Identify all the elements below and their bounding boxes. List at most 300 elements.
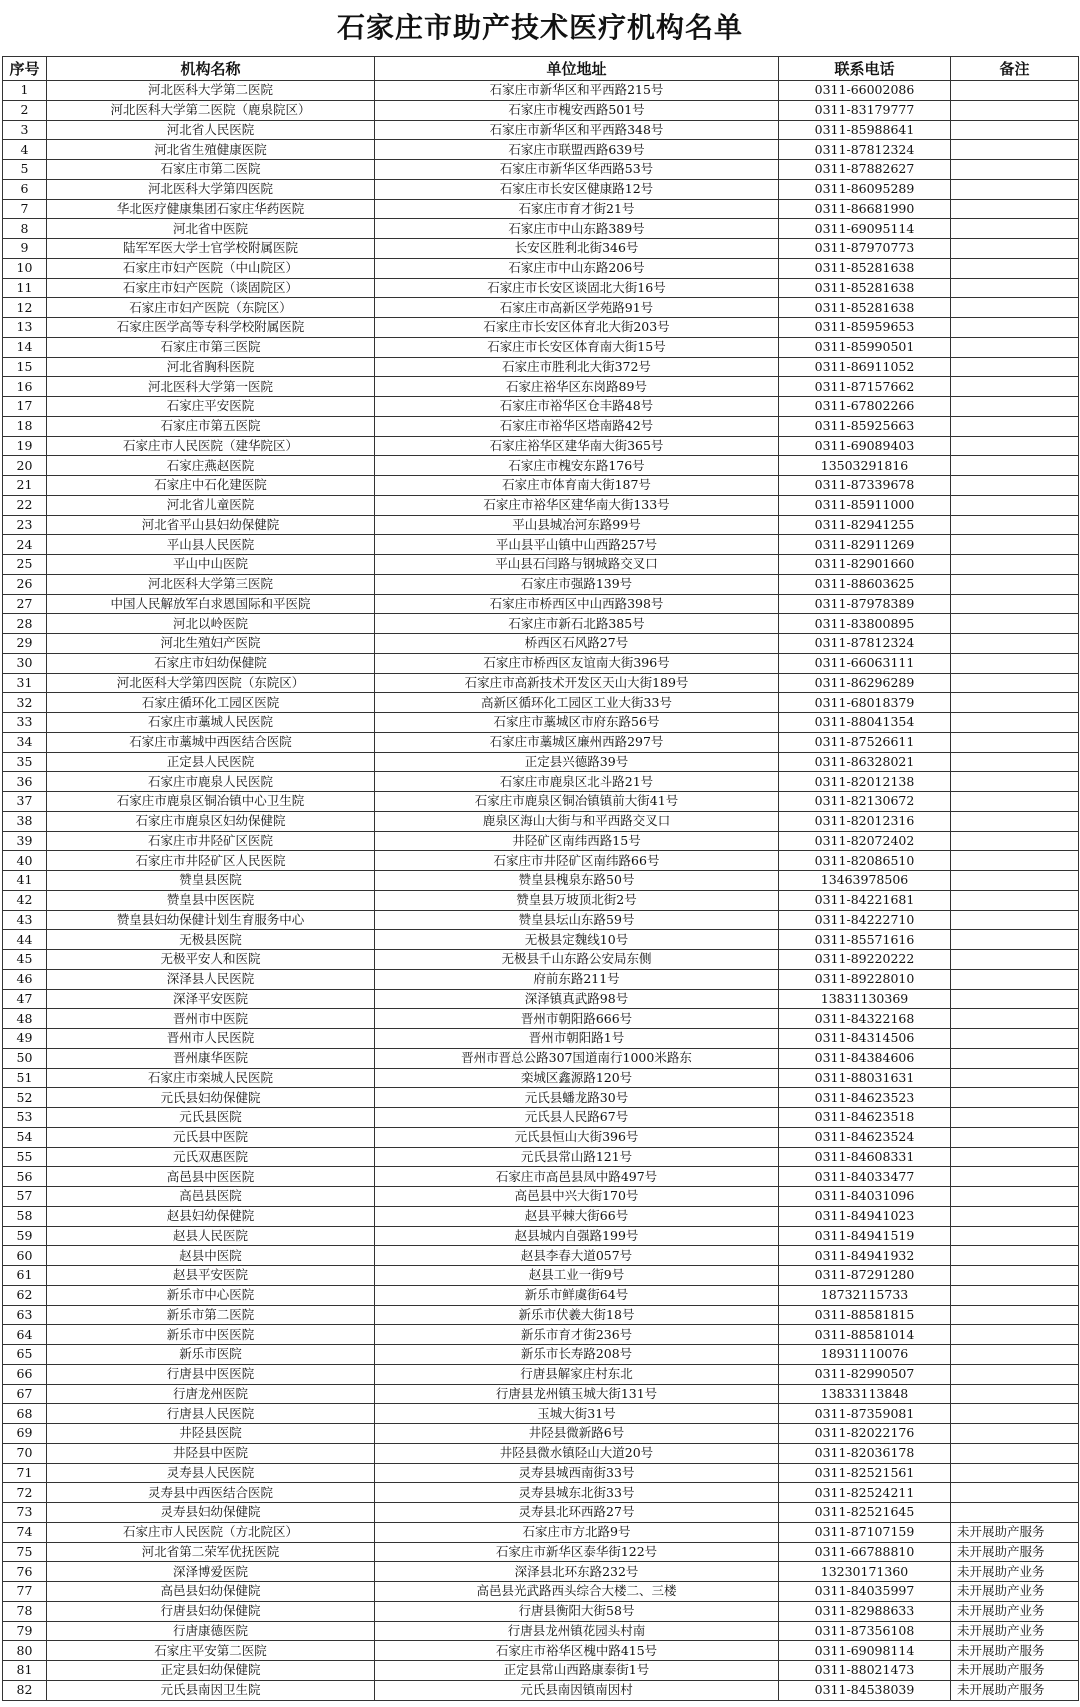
- institution-name-cell: 元氏县中医院: [47, 1127, 375, 1147]
- table-row: [3, 160, 1079, 180]
- row-number-cell: 7: [3, 199, 47, 219]
- phone-cell: 0311-86296289: [779, 673, 951, 693]
- row-number-cell: 64: [3, 1325, 47, 1345]
- phone-cell: 18732115733: [779, 1285, 951, 1305]
- address-cell: 石家庄市井陉矿区南纬路66号: [375, 851, 779, 871]
- remarks-cell: [951, 1503, 1079, 1523]
- row-number-cell: 62: [3, 1285, 47, 1305]
- table-row: [3, 1542, 1079, 1562]
- table-row: [3, 1621, 1079, 1641]
- row-number-cell: 29: [3, 634, 47, 654]
- address-cell: 石家庄市联盟西路639号: [375, 140, 779, 160]
- institution-name-cell: 石家庄市第五医院: [47, 416, 375, 436]
- institution-name-cell: 河北省生殖健康医院: [47, 140, 375, 160]
- remarks-cell: [951, 969, 1079, 989]
- phone-cell: 0311-87812324: [779, 634, 951, 654]
- address-cell: 灵寿县城东北街33号: [375, 1483, 779, 1503]
- remarks-cell: [951, 792, 1079, 812]
- row-number-cell: 17: [3, 397, 47, 417]
- row-number-cell: 82: [3, 1680, 47, 1700]
- address-cell: 无极县千山东路公安局东侧: [375, 950, 779, 970]
- remarks-cell: [951, 1127, 1079, 1147]
- address-cell: 新乐市育才街236号: [375, 1325, 779, 1345]
- phone-cell: 0311-87107159: [779, 1522, 951, 1542]
- table-row: [3, 1068, 1079, 1088]
- institution-name-cell: 河北医科大学第二医院: [47, 81, 375, 101]
- table-row: [3, 772, 1079, 792]
- row-number-cell: 15: [3, 357, 47, 377]
- row-number-cell: 8: [3, 219, 47, 239]
- row-number-cell: 26: [3, 574, 47, 594]
- phone-cell: 0311-87812324: [779, 140, 951, 160]
- institution-name-cell: 石家庄循环化工园区医院: [47, 693, 375, 713]
- row-number-cell: 47: [3, 989, 47, 1009]
- row-number-cell: 37: [3, 792, 47, 812]
- table-row: [3, 1305, 1079, 1325]
- table-row: [3, 140, 1079, 160]
- remarks-cell: [951, 377, 1079, 397]
- institution-name-cell: 灵寿县妇幼保健院: [47, 1503, 375, 1523]
- row-number-cell: 28: [3, 614, 47, 634]
- table-row: [3, 871, 1079, 891]
- table-row: [3, 673, 1079, 693]
- address-cell: 石家庄市裕华区仓丰路48号: [375, 397, 779, 417]
- table-row: [3, 1009, 1079, 1029]
- remarks-cell: [951, 950, 1079, 970]
- address-cell: 平山县城冶河东路99号: [375, 515, 779, 535]
- phone-cell: 0311-84623518: [779, 1108, 951, 1128]
- column-header-remarks: 备注: [951, 57, 1079, 81]
- institution-name-cell: 河北以岭医院: [47, 614, 375, 634]
- remarks-cell: [951, 436, 1079, 456]
- remarks-cell: [951, 1187, 1079, 1207]
- address-cell: 石家庄市新华区和平西路348号: [375, 120, 779, 140]
- phone-cell: 0311-83800895: [779, 614, 951, 634]
- institution-name-cell: 赵县平安医院: [47, 1266, 375, 1286]
- row-number-cell: 49: [3, 1029, 47, 1049]
- phone-cell: 0311-82990507: [779, 1364, 951, 1384]
- institution-name-cell: 正定县妇幼保健院: [47, 1661, 375, 1681]
- phone-cell: 0311-87359081: [779, 1404, 951, 1424]
- row-number-cell: 70: [3, 1443, 47, 1463]
- phone-cell: 0311-69089403: [779, 436, 951, 456]
- row-number-cell: 32: [3, 693, 47, 713]
- phone-cell: 0311-66063111: [779, 653, 951, 673]
- phone-cell: 13463978506: [779, 871, 951, 891]
- row-number-cell: 16: [3, 377, 47, 397]
- table-row: [3, 495, 1079, 515]
- table-row: [3, 416, 1079, 436]
- row-number-cell: 56: [3, 1167, 47, 1187]
- address-cell: 石家庄市体育南大街187号: [375, 476, 779, 496]
- institution-name-cell: 石家庄市人民医院（方北院区）: [47, 1522, 375, 1542]
- institution-name-cell: 灵寿县中西医结合医院: [47, 1483, 375, 1503]
- row-number-cell: 6: [3, 179, 47, 199]
- institution-name-cell: 正定县人民医院: [47, 752, 375, 772]
- remarks-cell: [951, 871, 1079, 891]
- table-row: [3, 456, 1079, 476]
- address-cell: 赵县工业一街9号: [375, 1266, 779, 1286]
- address-cell: 行唐县解家庄村东北: [375, 1364, 779, 1384]
- phone-cell: 0311-89228010: [779, 969, 951, 989]
- phone-cell: 0311-66002086: [779, 81, 951, 101]
- institution-name-cell: 石家庄市妇幼保健院: [47, 653, 375, 673]
- row-number-cell: 12: [3, 298, 47, 318]
- table-row: [3, 219, 1079, 239]
- phone-cell: 0311-84031096: [779, 1187, 951, 1207]
- row-number-cell: 45: [3, 950, 47, 970]
- institution-name-cell: 石家庄燕赵医院: [47, 456, 375, 476]
- institution-name-cell: 石家庄市妇产医院（谈固院区）: [47, 278, 375, 298]
- table-row: [3, 120, 1079, 140]
- row-number-cell: 25: [3, 555, 47, 575]
- table-row: [3, 713, 1079, 733]
- table-row: [3, 950, 1079, 970]
- address-cell: 赞皇县槐泉东路50号: [375, 871, 779, 891]
- row-number-cell: 34: [3, 732, 47, 752]
- institution-name-cell: 高邑县医院: [47, 1187, 375, 1207]
- institution-name-cell: 灵寿县人民医院: [47, 1463, 375, 1483]
- address-cell: 石家庄裕华区东岗路89号: [375, 377, 779, 397]
- remarks-cell: [951, 476, 1079, 496]
- row-number-cell: 4: [3, 140, 47, 160]
- phone-cell: 0311-84941023: [779, 1206, 951, 1226]
- remarks-cell: [951, 515, 1079, 535]
- phone-cell: 0311-87356108: [779, 1621, 951, 1641]
- address-cell: 石家庄市藁城区市府东路56号: [375, 713, 779, 733]
- address-cell: 鹿泉区海山大街与和平西路交叉口: [375, 811, 779, 831]
- row-number-cell: 55: [3, 1147, 47, 1167]
- address-cell: 灵寿县城西南街33号: [375, 1463, 779, 1483]
- table-row: [3, 930, 1079, 950]
- institution-name-cell: 石家庄市栾城人民医院: [47, 1068, 375, 1088]
- institution-name-cell: 河北省第二荣军优抚医院: [47, 1542, 375, 1562]
- row-number-cell: 61: [3, 1266, 47, 1286]
- row-number-cell: 10: [3, 258, 47, 278]
- phone-cell: 0311-86911052: [779, 357, 951, 377]
- address-cell: 石家庄市中山东路389号: [375, 219, 779, 239]
- address-cell: 栾城区鑫源路120号: [375, 1068, 779, 1088]
- remarks-cell: [951, 752, 1079, 772]
- row-number-cell: 80: [3, 1641, 47, 1661]
- row-number-cell: 78: [3, 1601, 47, 1621]
- table-row: [3, 653, 1079, 673]
- address-cell: 元氏县常山路121号: [375, 1147, 779, 1167]
- row-number-cell: 60: [3, 1246, 47, 1266]
- address-cell: 井陉矿区南纬西路15号: [375, 831, 779, 851]
- row-number-cell: 20: [3, 456, 47, 476]
- row-number-cell: 1: [3, 81, 47, 101]
- remarks-cell: [951, 1345, 1079, 1365]
- address-cell: 元氏县人民路67号: [375, 1108, 779, 1128]
- remarks-cell: [951, 397, 1079, 417]
- table-row: [3, 81, 1079, 101]
- phone-cell: 0311-85281638: [779, 298, 951, 318]
- row-number-cell: 23: [3, 515, 47, 535]
- row-number-cell: 51: [3, 1068, 47, 1088]
- phone-cell: 0311-68018379: [779, 693, 951, 713]
- row-number-cell: 35: [3, 752, 47, 772]
- column-header-number: 序号: [3, 57, 47, 81]
- remarks-cell: [951, 851, 1079, 871]
- phone-cell: 0311-86681990: [779, 199, 951, 219]
- table-row: [3, 1483, 1079, 1503]
- row-number-cell: 46: [3, 969, 47, 989]
- address-cell: 行唐县衡阳大街58号: [375, 1601, 779, 1621]
- address-cell: 元氏县南因镇南因村: [375, 1680, 779, 1700]
- remarks-cell: [951, 199, 1079, 219]
- phone-cell: 0311-84033477: [779, 1167, 951, 1187]
- phone-cell: 0311-88041354: [779, 713, 951, 733]
- phone-cell: 0311-88603625: [779, 574, 951, 594]
- address-cell: 平山县石闫路与钢城路交叉口: [375, 555, 779, 575]
- remarks-cell: [951, 1088, 1079, 1108]
- address-cell: 晋州市朝阳路1号: [375, 1029, 779, 1049]
- remarks-cell: [951, 890, 1079, 910]
- table-row: [3, 1601, 1079, 1621]
- phone-cell: 0311-85925663: [779, 416, 951, 436]
- row-number-cell: 73: [3, 1503, 47, 1523]
- address-cell: 石家庄市槐安东路176号: [375, 456, 779, 476]
- phone-cell: 0311-84222710: [779, 910, 951, 930]
- remarks-cell: [951, 100, 1079, 120]
- address-cell: 赵县平棘大街66号: [375, 1206, 779, 1226]
- table-row: [3, 1325, 1079, 1345]
- remarks-cell: [951, 1305, 1079, 1325]
- institution-name-cell: 石家庄市井陉矿区人民医院: [47, 851, 375, 871]
- remarks-cell: [951, 594, 1079, 614]
- phone-cell: 13831130369: [779, 989, 951, 1009]
- table-row: [3, 1285, 1079, 1305]
- remarks-cell: 未开展助产业务: [951, 1562, 1079, 1582]
- institution-name-cell: 新乐市第二医院: [47, 1305, 375, 1325]
- address-cell: 石家庄裕华区建华南大街365号: [375, 436, 779, 456]
- address-cell: 晋州市朝阳路666号: [375, 1009, 779, 1029]
- institution-name-cell: 河北医科大学第二医院（鹿泉院区）: [47, 100, 375, 120]
- remarks-cell: [951, 634, 1079, 654]
- table-row: [3, 574, 1079, 594]
- address-cell: 石家庄市长安区健康路12号: [375, 179, 779, 199]
- address-cell: 正定县兴德路39号: [375, 752, 779, 772]
- remarks-cell: 未开展助产服务: [951, 1661, 1079, 1681]
- institution-name-cell: 石家庄市人民医院（建华院区）: [47, 436, 375, 456]
- phone-cell: 0311-82901660: [779, 555, 951, 575]
- institution-name-cell: 赵县人民医院: [47, 1226, 375, 1246]
- phone-cell: 0311-69095114: [779, 219, 951, 239]
- address-cell: 石家庄市裕华区槐中路415号: [375, 1641, 779, 1661]
- table-row: [3, 179, 1079, 199]
- institution-name-cell: 深泽平安医院: [47, 989, 375, 1009]
- remarks-cell: [951, 1285, 1079, 1305]
- table-row: [3, 1443, 1079, 1463]
- address-cell: 石家庄市长安区体育北大街203号: [375, 318, 779, 338]
- row-number-cell: 59: [3, 1226, 47, 1246]
- column-header-institution-name: 机构名称: [47, 57, 375, 81]
- phone-cell: 0311-84384606: [779, 1048, 951, 1068]
- phone-cell: 0311-87291280: [779, 1266, 951, 1286]
- table-row: [3, 278, 1079, 298]
- row-number-cell: 38: [3, 811, 47, 831]
- address-cell: 石家庄市新华区泰华街122号: [375, 1542, 779, 1562]
- row-number-cell: 53: [3, 1108, 47, 1128]
- remarks-cell: [951, 1009, 1079, 1029]
- institution-name-cell: 河北医科大学第四医院（东院区）: [47, 673, 375, 693]
- institution-name-cell: 华北医疗健康集团石家庄华药医院: [47, 199, 375, 219]
- remarks-cell: [951, 1384, 1079, 1404]
- remarks-cell: [951, 1147, 1079, 1167]
- remarks-cell: 未开展助产服务: [951, 1641, 1079, 1661]
- remarks-cell: [951, 614, 1079, 634]
- table-row: [3, 890, 1079, 910]
- institution-name-cell: 石家庄市第二医院: [47, 160, 375, 180]
- table-row: [3, 910, 1079, 930]
- institution-name-cell: 行唐康德医院: [47, 1621, 375, 1641]
- remarks-cell: [951, 555, 1079, 575]
- institution-name-cell: 河北省平山县妇幼保健院: [47, 515, 375, 535]
- row-number-cell: 67: [3, 1384, 47, 1404]
- table-row: [3, 377, 1079, 397]
- address-cell: 正定县常山西路康泰街1号: [375, 1661, 779, 1681]
- table-row: [3, 1206, 1079, 1226]
- institution-name-cell: 石家庄市鹿泉人民医院: [47, 772, 375, 792]
- table-row: [3, 1463, 1079, 1483]
- phone-cell: 0311-84322168: [779, 1009, 951, 1029]
- institution-name-cell: 行唐县中医医院: [47, 1364, 375, 1384]
- address-cell: 府前东路211号: [375, 969, 779, 989]
- row-number-cell: 77: [3, 1582, 47, 1602]
- row-number-cell: 30: [3, 653, 47, 673]
- phone-cell: 0311-82022176: [779, 1424, 951, 1444]
- row-number-cell: 14: [3, 337, 47, 357]
- phone-cell: 0311-88581815: [779, 1305, 951, 1325]
- institution-name-cell: 晋州市人民医院: [47, 1029, 375, 1049]
- remarks-cell: [951, 1463, 1079, 1483]
- institution-name-cell: 陆军军医大学士官学校附属医院: [47, 239, 375, 259]
- phone-cell: 0311-87970773: [779, 239, 951, 259]
- phone-cell: 13230171360: [779, 1562, 951, 1582]
- phone-cell: 13503291816: [779, 456, 951, 476]
- remarks-cell: 未开展助产业务: [951, 1582, 1079, 1602]
- table-row: [3, 1680, 1079, 1700]
- address-cell: 石家庄市桥西区友谊南大街396号: [375, 653, 779, 673]
- remarks-cell: 未开展助产业务: [951, 1621, 1079, 1641]
- institution-name-cell: 石家庄平安第二医院: [47, 1641, 375, 1661]
- institution-name-cell: 元氏县医院: [47, 1108, 375, 1128]
- remarks-cell: [951, 1404, 1079, 1424]
- phone-cell: 0311-87526611: [779, 732, 951, 752]
- address-cell: 石家庄市育才街21号: [375, 199, 779, 219]
- phone-cell: 0311-82072402: [779, 831, 951, 851]
- remarks-cell: [951, 1266, 1079, 1286]
- phone-cell: 0311-82521561: [779, 1463, 951, 1483]
- institution-name-cell: 元氏县南因卫生院: [47, 1680, 375, 1700]
- row-number-cell: 52: [3, 1088, 47, 1108]
- phone-cell: 0311-82130672: [779, 792, 951, 812]
- institution-name-cell: 新乐市中医医院: [47, 1325, 375, 1345]
- table-row: [3, 1048, 1079, 1068]
- table-row: [3, 555, 1079, 575]
- table-row: [3, 1266, 1079, 1286]
- remarks-cell: [951, 732, 1079, 752]
- table-row: [3, 199, 1079, 219]
- row-number-cell: 40: [3, 851, 47, 871]
- row-number-cell: 75: [3, 1542, 47, 1562]
- table-row: [3, 397, 1079, 417]
- address-cell: 赵县城内自强路199号: [375, 1226, 779, 1246]
- institution-name-cell: 赞皇县妇幼保健计划生育服务中心: [47, 910, 375, 930]
- table-row: [3, 1167, 1079, 1187]
- remarks-cell: [951, 357, 1079, 377]
- table-row: [3, 1187, 1079, 1207]
- address-cell: 石家庄市藁城区廉州西路297号: [375, 732, 779, 752]
- table-row: [3, 1582, 1079, 1602]
- phone-cell: 0311-86095289: [779, 179, 951, 199]
- row-number-cell: 41: [3, 871, 47, 891]
- remarks-cell: [951, 811, 1079, 831]
- institution-name-cell: 新乐市中心医院: [47, 1285, 375, 1305]
- row-number-cell: 31: [3, 673, 47, 693]
- remarks-cell: [951, 1364, 1079, 1384]
- address-cell: 新乐市长寿路208号: [375, 1345, 779, 1365]
- row-number-cell: 63: [3, 1305, 47, 1325]
- phone-cell: 0311-84221681: [779, 890, 951, 910]
- remarks-cell: [951, 1108, 1079, 1128]
- institution-name-cell: 河北医科大学第四医院: [47, 179, 375, 199]
- phone-cell: 0311-82911269: [779, 535, 951, 555]
- institution-name-cell: 高邑县中医医院: [47, 1167, 375, 1187]
- address-cell: 晋州市晋总公路307国道南行1000米路东: [375, 1048, 779, 1068]
- remarks-cell: [951, 1226, 1079, 1246]
- row-number-cell: 69: [3, 1424, 47, 1444]
- institution-name-cell: 深泽县人民医院: [47, 969, 375, 989]
- institution-name-cell: 无极县医院: [47, 930, 375, 950]
- row-number-cell: 81: [3, 1661, 47, 1681]
- phone-cell: 0311-88581014: [779, 1325, 951, 1345]
- phone-cell: 0311-84314506: [779, 1029, 951, 1049]
- column-header-phone: 联系电话: [779, 57, 951, 81]
- remarks-cell: [951, 160, 1079, 180]
- institution-name-cell: 河北省胸科医院: [47, 357, 375, 377]
- table-row: [3, 634, 1079, 654]
- table-row: [3, 811, 1079, 831]
- table-row: [3, 1127, 1079, 1147]
- address-cell: 赞皇县坛山东路59号: [375, 910, 779, 930]
- remarks-cell: 未开展助产服务: [951, 1522, 1079, 1542]
- address-cell: 石家庄市新华区华西路53号: [375, 160, 779, 180]
- table-row: [3, 693, 1079, 713]
- address-cell: 石家庄市新石北路385号: [375, 614, 779, 634]
- remarks-cell: [951, 831, 1079, 851]
- row-number-cell: 22: [3, 495, 47, 515]
- institution-name-cell: 新乐市医院: [47, 1345, 375, 1365]
- row-number-cell: 2: [3, 100, 47, 120]
- institution-name-cell: 石家庄市藁城人民医院: [47, 713, 375, 733]
- address-cell: 元氏县蟠龙路30号: [375, 1088, 779, 1108]
- remarks-cell: [951, 495, 1079, 515]
- table-row: [3, 1522, 1079, 1542]
- remarks-cell: [951, 772, 1079, 792]
- phone-cell: 0311-87978389: [779, 594, 951, 614]
- table-row: [3, 1108, 1079, 1128]
- institution-name-cell: 石家庄市鹿泉区铜冶镇中心卫生院: [47, 792, 375, 812]
- remarks-cell: [951, 298, 1079, 318]
- row-number-cell: 21: [3, 476, 47, 496]
- institution-name-cell: 井陉县医院: [47, 1424, 375, 1444]
- institution-name-cell: 无极平安人和医院: [47, 950, 375, 970]
- phone-cell: 0311-84941519: [779, 1226, 951, 1246]
- phone-cell: 0311-86328021: [779, 752, 951, 772]
- address-cell: 石家庄市长安区谈固北大街16号: [375, 278, 779, 298]
